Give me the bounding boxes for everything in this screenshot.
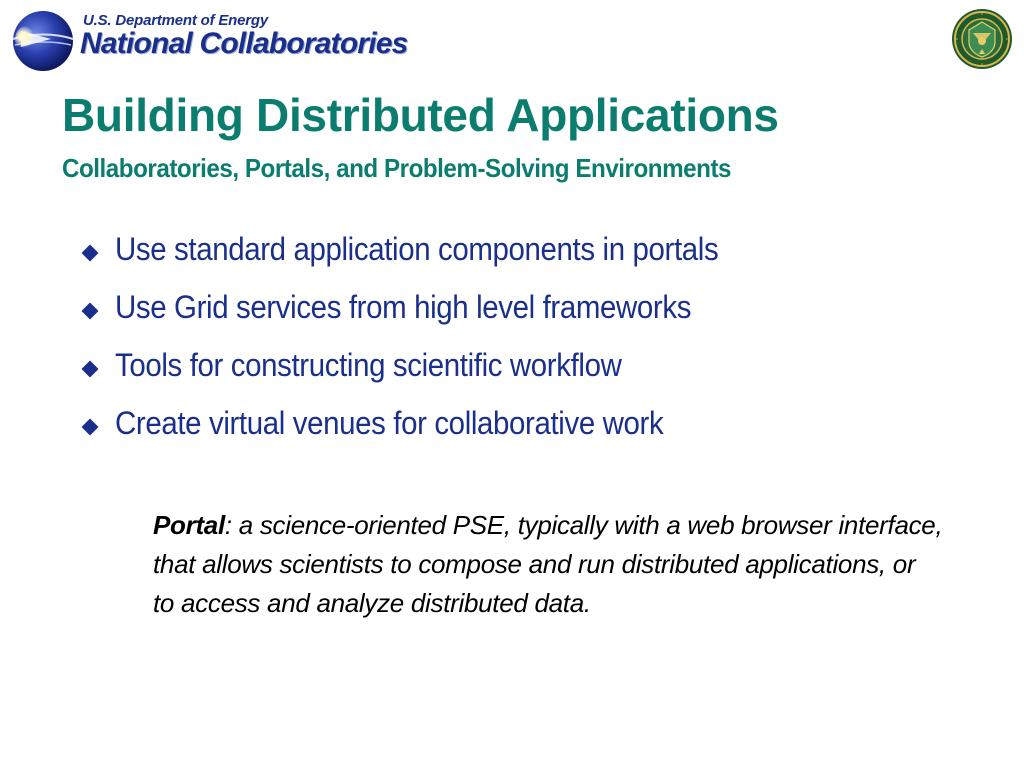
- list-item: [80, 405, 980, 463]
- department-name: U.S. Department of Energy: [83, 12, 269, 29]
- definition-text: : a science-oriented PSE, typically with a web browser interface, that allows scientists to compose and run distributed applications, or to access and analyze distributed data.: [153, 510, 943, 618]
- diamond-bullet-icon: [82, 361, 99, 378]
- slide-title: Building Distributed Applications: [62, 89, 779, 141]
- globe-logo-icon: [11, 9, 75, 73]
- bullet-text: Use standard application components in portals: [115, 231, 719, 267]
- diamond-bullet-icon: [82, 419, 99, 436]
- bullet-text: Use Grid services from high level frameworks: [115, 289, 692, 325]
- portal-definition: [153, 506, 943, 623]
- program-name: National Collaboratories: [80, 27, 408, 60]
- bullet-list: [80, 231, 980, 463]
- diamond-bullet-icon: [82, 245, 99, 262]
- bullet-text: Tools for constructing scientific workflow: [115, 347, 622, 383]
- doe-seal-icon: [951, 8, 1013, 70]
- list-item: [80, 347, 980, 405]
- bullet-text: Create virtual venues for collaborative work: [115, 405, 664, 441]
- slide-subtitle: Collaboratories, Portals, and Problem-Solving Environments: [62, 153, 732, 183]
- definition-term: Portal: [153, 510, 225, 540]
- list-item: [80, 231, 980, 289]
- diamond-bullet-icon: [82, 303, 99, 320]
- list-item: [80, 289, 980, 347]
